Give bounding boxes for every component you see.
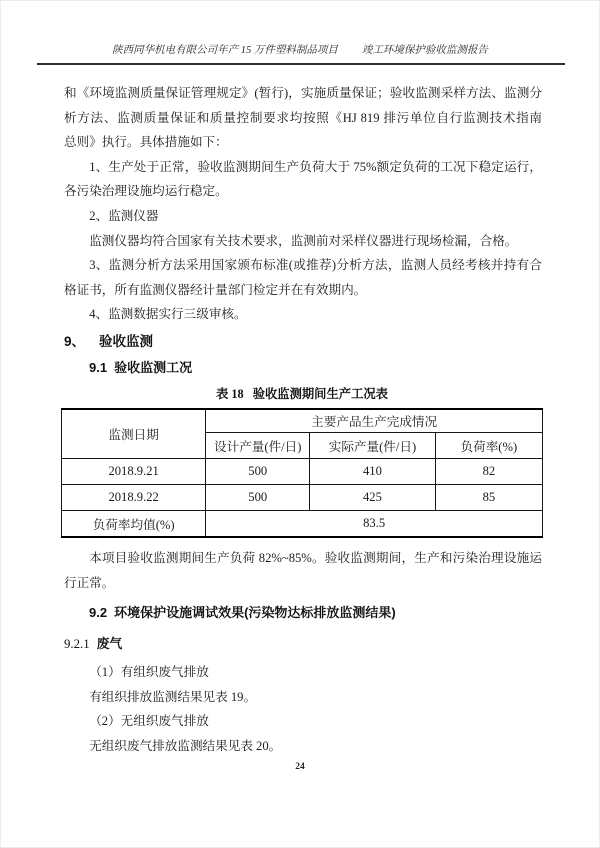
document-body: [64, 81, 555, 759]
cell-average-label: 负荷率均值(%): [62, 510, 206, 537]
paragraph-measure-2-detail: 监测仪器均符合国家有关技术要求，监测前对采样仪器进行现场检漏，合格。: [89, 233, 518, 248]
paragraph-unorganized-emission-label: （2）无组织废气排放: [89, 714, 209, 729]
header-project-title: 陕西同华机电有限公司年产 15 万件塑料制品项目: [112, 45, 338, 56]
section-9-number: 9、: [64, 333, 86, 349]
paragraph-measure-4: 4、监测数据实行三级审核。: [89, 307, 247, 322]
col-header-load: 负荷率(%): [435, 432, 542, 458]
section-9-2-title: 环境保护设施调试效果(污染物达标排放监测结果): [114, 605, 396, 621]
section-9-heading: [64, 329, 542, 354]
section-9-1-title: 验收监测工况: [114, 359, 193, 375]
production-status-table: [61, 408, 543, 538]
running-header: [1, 42, 599, 57]
paragraph-measure-2: 2、监测仪器: [89, 208, 159, 223]
waste-gas-block: [64, 660, 542, 758]
col-header-actual: 实际产量(件/日): [310, 432, 436, 458]
section-9-2-1-number: 9.2.1: [64, 637, 90, 652]
cell-average-value: 83.5: [206, 510, 543, 537]
table-18-caption-label: 表 18: [216, 386, 244, 401]
cell-date: 2018.9.21: [62, 458, 206, 484]
cell-design: 500: [206, 484, 310, 510]
paragraph-measure-1: 1、生产处于正常，验收监测期间生产负荷大于 75%额定负荷的工况下稳定运行，各污染治理设施均运行稳定。: [64, 159, 542, 199]
table-18-caption: [61, 383, 543, 406]
cell-design: 500: [206, 458, 310, 484]
paragraph-measure-3: 3、监测分析方法采用国家颁布标准(或推荐)分析方法，监测人员经考核并持有合格证书，所有监测仪器经计量部门检定并在有效期内。: [64, 258, 542, 297]
col-header-date: 监测日期: [62, 409, 206, 459]
section-9-2-1-heading: [64, 631, 542, 657]
cell-load: 82: [435, 458, 542, 484]
section-9-2-heading: [89, 600, 542, 625]
paragraph-qa-intro: 和《环境监测质量保证管理规定》(暂行)，实施质量保证；验收监测采样方法、监测分析方法、监测质量保证和质量控制要求均按照《HJ 819 排污单位自行监测技术指南 总则》执行。具体措施如下：: [64, 86, 555, 150]
section-9-2-number: 9.2: [89, 605, 108, 621]
section-9-1-number: 9.1: [89, 359, 108, 375]
header-divider: [37, 63, 565, 65]
cell-actual: 425: [310, 484, 436, 510]
header-report-title: 竣工环境保护验收监测报告: [361, 45, 488, 56]
cell-actual: 410: [310, 458, 436, 484]
col-header-group: 主要产品生产完成情况: [206, 409, 543, 433]
table-header-row-group: [62, 409, 543, 433]
col-header-design: 设计产量(件/日): [206, 432, 310, 458]
table-18-caption-title: 验收监测期间生产工况表: [252, 386, 388, 401]
page-number: 24: [295, 762, 305, 772]
paragraph-organized-emission-label: （1）有组织废气排放: [89, 665, 209, 680]
cell-load: 85: [435, 484, 542, 510]
section-9-title: 验收监测: [99, 333, 154, 349]
cell-date: 2018.9.22: [62, 484, 206, 510]
table-row: [62, 458, 543, 484]
paragraph-organized-emission-ref: 有组织排放监测结果见表 19。: [89, 689, 257, 704]
paragraph-conclusion: 本项目验收监测期间生产负荷 82%~85%。验收监测期间，生产和污染治理设施运行正常。: [64, 550, 542, 590]
section-9-1-heading: [89, 355, 542, 380]
table-row: [62, 484, 543, 510]
section-9-2-1-title: 废气: [96, 636, 123, 652]
table-row-average: [62, 510, 543, 537]
paragraph-unorganized-emission-ref: 无组织废气排放监测结果见表 20。: [89, 738, 282, 753]
